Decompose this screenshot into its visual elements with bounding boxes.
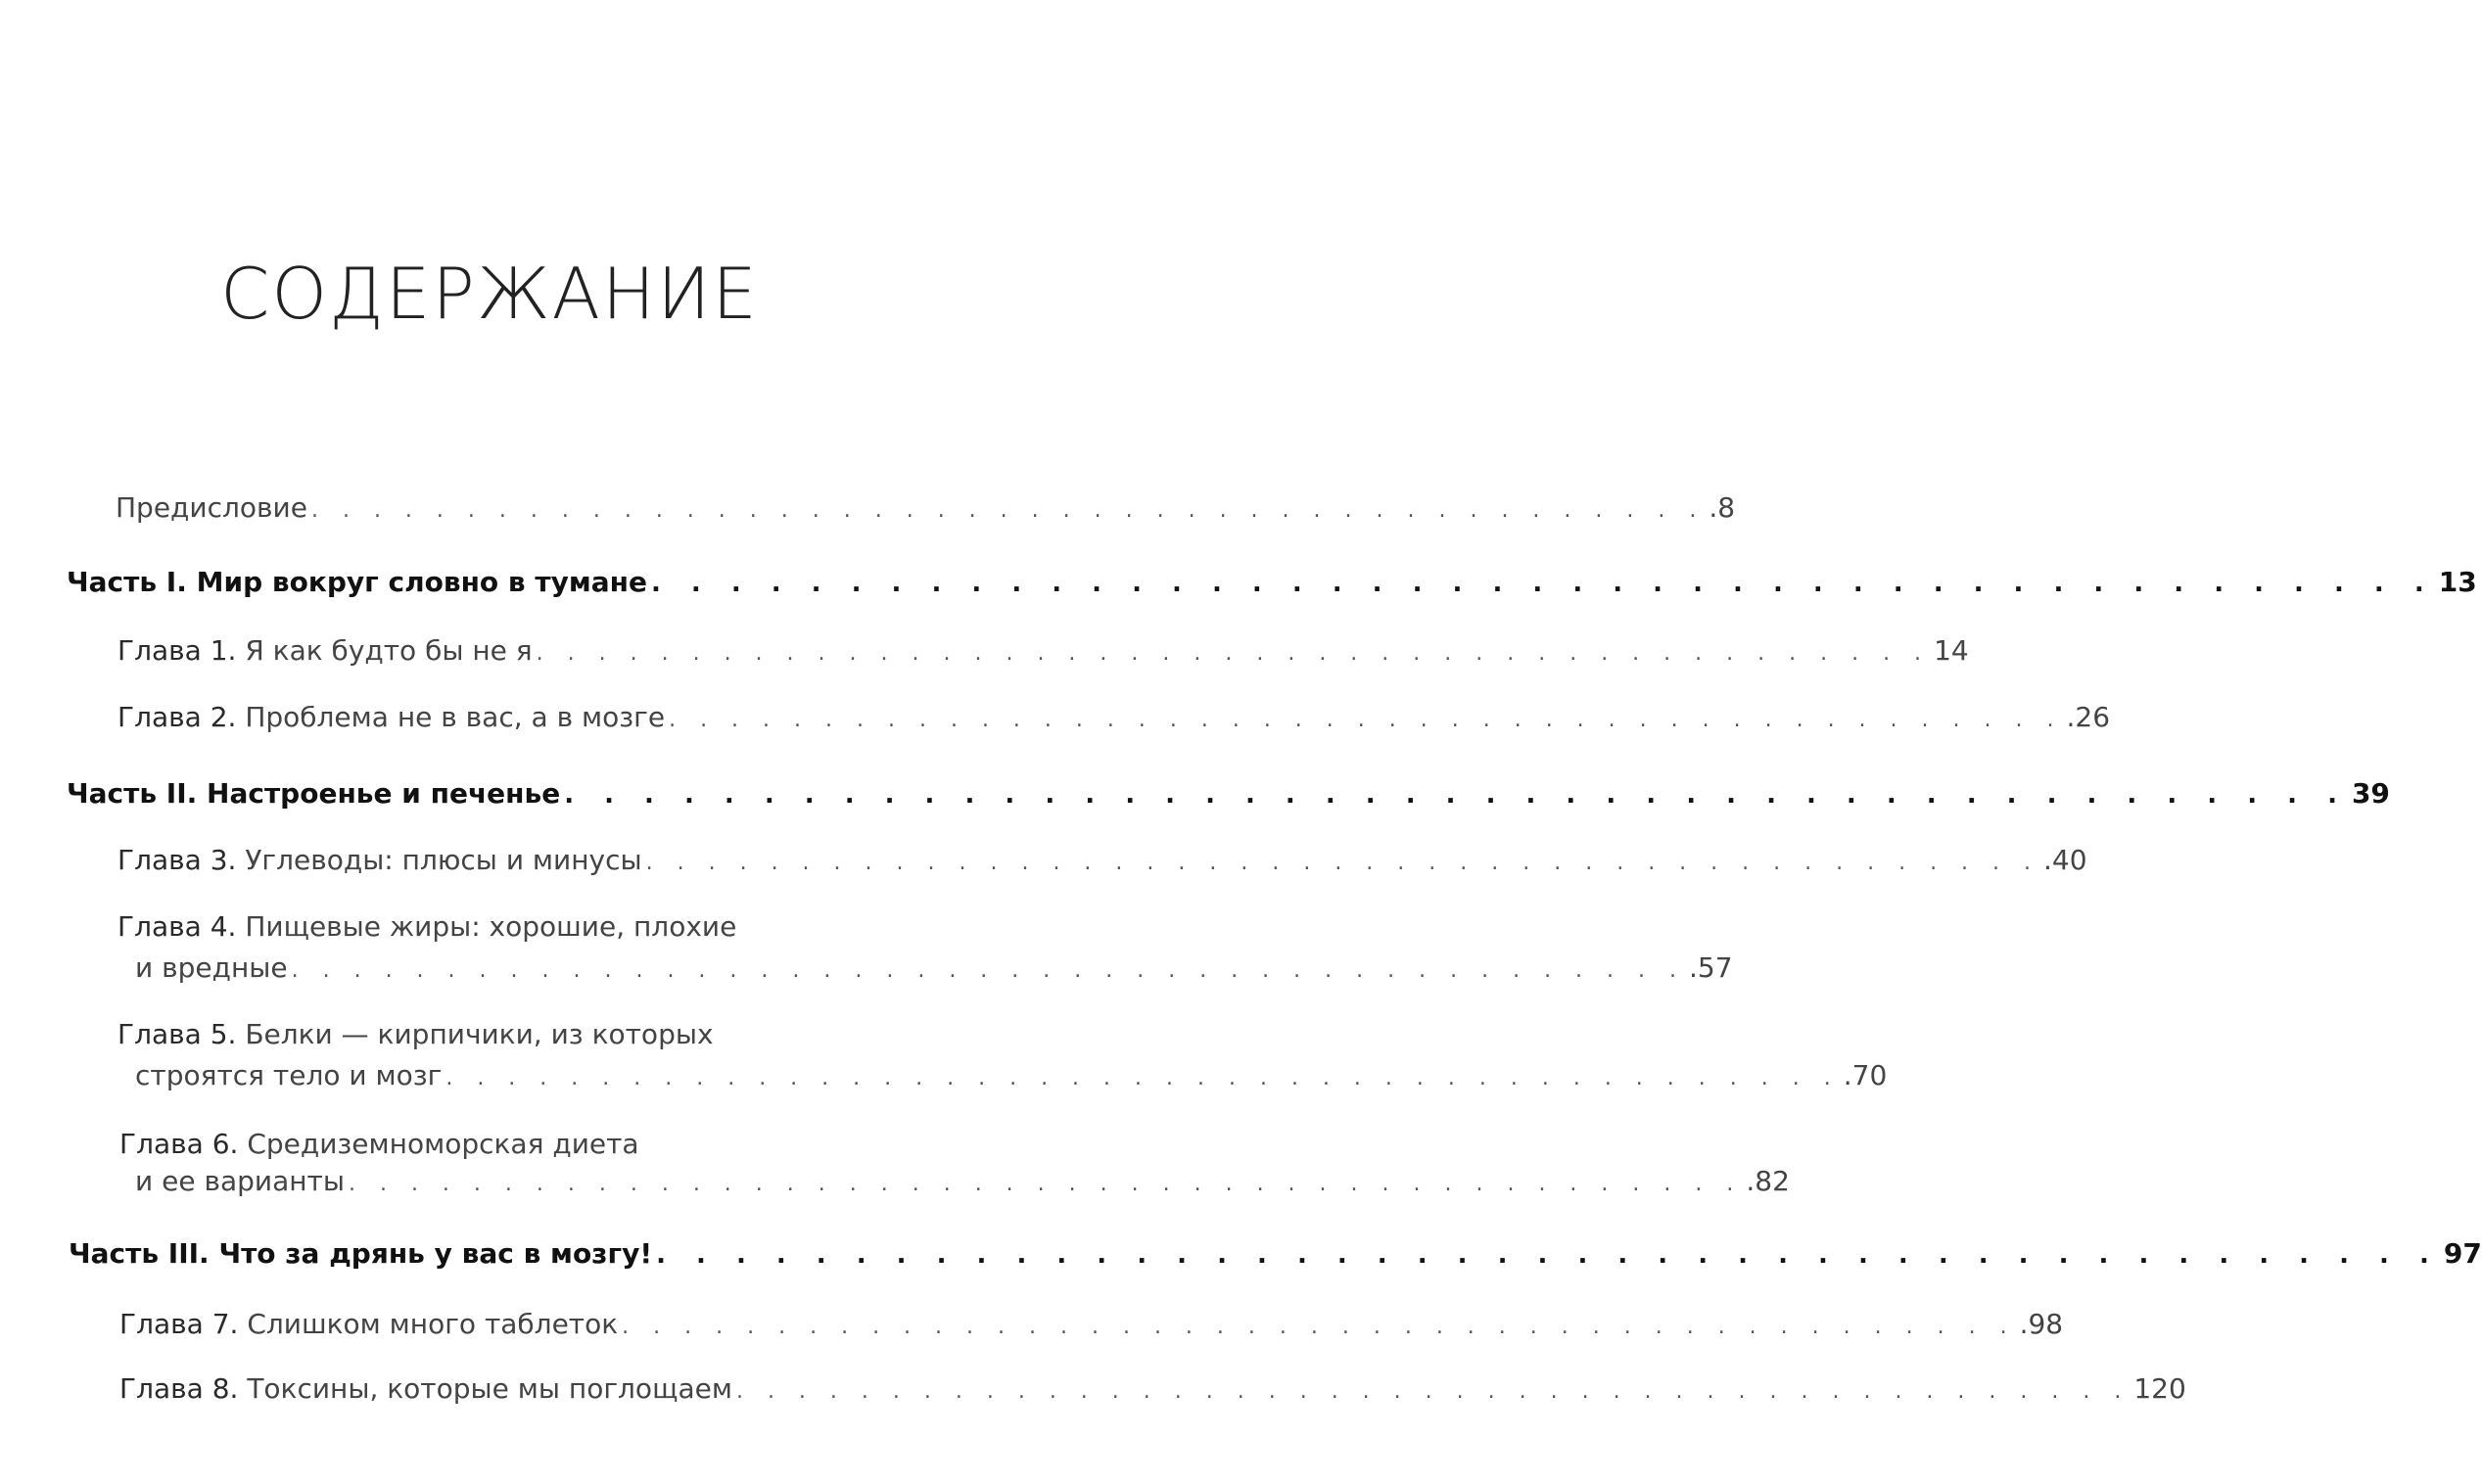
chapter-title: Я как будто бы не я — [245, 634, 533, 667]
dot-leader: . . . . . . . . . . . . . . . . . . . . . . . . . . . . . . . . . . . . . . . . . . . . . — [650, 569, 2435, 598]
chapter-title: Проблема не в вас, а в мозге — [245, 701, 666, 733]
toc-entry-chapter-5-line1[interactable] — [117, 1018, 714, 1050]
toc-entry-part-3[interactable] — [69, 1237, 2482, 1270]
dot-leader: . . . . . . . . . . . . . . . . . . . . . . . . . . . . . . . . . . . . . . . . . . . . . — [536, 641, 1931, 666]
chapter-title: Углеводы: плюсы и минусы — [245, 844, 642, 876]
chapter-title-cont: строятся тело и мозг — [135, 1059, 443, 1091]
toc-entry-chapter-2[interactable] — [117, 701, 2111, 733]
toc-entry-chapter-1[interactable] — [117, 634, 1969, 667]
chapter-label: Глава 2. — [117, 701, 237, 733]
toc-entry-chapter-6[interactable] — [135, 1165, 1790, 1197]
page-number: 14 — [1934, 634, 1969, 667]
chapter-title-cont: и вредные — [135, 951, 288, 984]
toc-entry-chapter-8[interactable] — [119, 1372, 2186, 1405]
chapter-label: Глава 7. — [119, 1308, 239, 1340]
page-number: .70 — [1843, 1059, 1888, 1091]
page-number: .40 — [2043, 844, 2087, 876]
part-label: Часть III. Что за дрянь у вас в мозгу! — [69, 1237, 653, 1270]
part-label: Часть I. Мир вокруг словно в тумане — [67, 566, 647, 598]
chapter-label: Глава 5. — [117, 1018, 237, 1050]
toc-entry-chapter-4-line1[interactable] — [117, 910, 736, 943]
entry-title: Предисловие — [116, 491, 307, 524]
part-label: Часть II. Настроенье и печенье — [67, 777, 561, 810]
dot-leader: . . . . . . . . . . . . . . . . . . . . . . . . . . . . . . . . . . . . . . . . . . . . . — [310, 498, 1706, 523]
chapter-label: Глава 6. — [119, 1128, 239, 1160]
page-number: .26 — [2066, 701, 2111, 733]
toc-entry-chapter-5[interactable] — [135, 1059, 1888, 1091]
page-number: .8 — [1709, 491, 1736, 524]
page-number: .82 — [1746, 1165, 1790, 1197]
chapter-label: Глава 8. — [119, 1372, 239, 1405]
chapter-title: Средиземноморская диета — [247, 1128, 639, 1160]
dot-leader: . . . . . . . . . . . . . . . . . . . . . . . . . . . . . . . . . . . . . . . . . . . . . — [445, 1066, 1840, 1090]
toc-entry-chapter-4[interactable] — [135, 951, 1733, 984]
toc-entry-part-1[interactable] — [67, 566, 2477, 598]
dot-leader: . . . . . . . . . . . . . . . . . . . . . . . . . . . . . . . . . . . . . . . . . . . . . — [735, 1379, 2131, 1404]
dot-leader: . . . . . . . . . . . . . . . . . . . . . . . . . . . . . . . . . . . . . . . . . . . . . — [348, 1172, 1743, 1196]
dot-leader: . . . . . . . . . . . . . . . . . . . . . . . . . . . . . . . . . . . . . . . . . . . . . — [645, 851, 2040, 875]
chapter-title: Пищевые жиры: хорошие, плохие — [245, 910, 737, 943]
page-number: 39 — [2351, 777, 2390, 810]
dot-leader: . . . . . . . . . . . . . . . . . . . . . . . . . . . . . . . . . . . . . . . . . . . . . — [656, 1240, 2440, 1270]
toc-entry-preface[interactable] — [116, 491, 1736, 524]
toc-entry-chapter-7[interactable] — [119, 1308, 2064, 1340]
page-number: 13 — [2438, 566, 2477, 598]
page-number: .57 — [1689, 951, 1733, 984]
chapter-label: Глава 1. — [117, 634, 237, 667]
chapter-title: Токсины, которые мы поглощаем — [247, 1372, 732, 1405]
chapter-title: Белки — кирпичики, из которых — [245, 1018, 714, 1050]
toc-entry-chapter-3[interactable] — [117, 844, 2087, 876]
dot-leader: . . . . . . . . . . . . . . . . . . . . . . . . . . . . . . . . . . . . . . . . . . . . . — [669, 708, 2063, 732]
page-number: .98 — [2019, 1308, 2064, 1340]
chapter-title: Слишком много таблеток — [247, 1308, 619, 1340]
dot-leader: . . . . . . . . . . . . . . . . . . . . . . . . . . . . . . . . . . . . . . . . . . . . . — [622, 1315, 2016, 1339]
toc-entry-part-2[interactable] — [67, 777, 2390, 810]
chapter-label: Глава 3. — [117, 844, 237, 876]
page-number: 120 — [2133, 1372, 2186, 1405]
toc-entry-chapter-6-line1[interactable] — [119, 1128, 639, 1160]
page-number: 97 — [2443, 1237, 2482, 1270]
page-title: СОДЕРЖАНИЕ — [220, 253, 759, 335]
chapter-label: Глава 4. — [117, 910, 237, 943]
dot-leader: . . . . . . . . . . . . . . . . . . . . . . . . . . . . . . . . . . . . . . . . . . . . . — [564, 780, 2348, 810]
chapter-title-cont: и ее варианты — [135, 1165, 345, 1197]
dot-leader: . . . . . . . . . . . . . . . . . . . . . . . . . . . . . . . . . . . . . . . . . . . . . — [291, 958, 1686, 983]
